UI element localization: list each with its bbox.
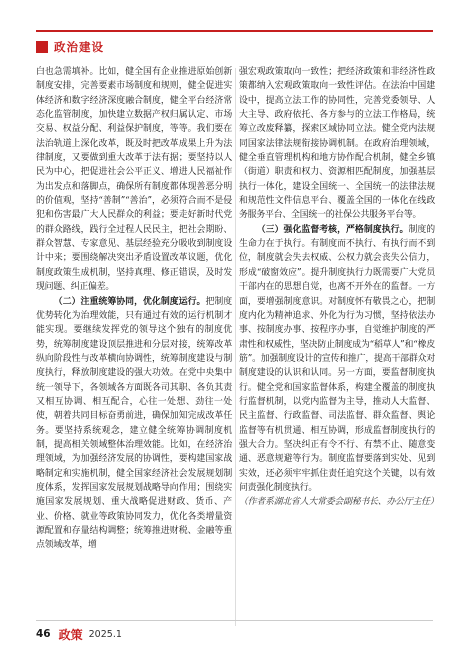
- subsection-heading-3: （三）强化监督考核，严格制度执行。: [256, 224, 409, 235]
- footer-rule: [36, 620, 433, 621]
- right-paragraph-2: [239, 223, 435, 496]
- subsection-body-2: 把制度优势转化为治理效能，只有通过有效的运行机制才能实现。要继续发挥党的领导这个独有的制度优势，统筹制度建设顶层推进和分层对接，统筹改革纵向阶段性与改革横向协调性，统筹制度建设与制度执行，释放制度建设的强大功效。在党中央集中统一领导下，各领域各方面既各司其职、各负其责又相互协调、相互配合，心往一处想、劲往一处使，朝着共同目标奋勇前进，确保加知完成改革任务。要坚持系统观念，建立健全统筹协调制度机制，提高相关领域整体治理效能。比如，在经济治理领域，为加强经济发展的协调性，要构建国家战略制定和实施机制，健全国家经济社会发展规划制度体系，发挥国家发展规划战略导向作用；围绕实施国家发展规划、重大战略促进财政、货币、产业、价格、就业等政策协同发力，优化各类增量资源配置和存量结构调整；统筹推进财税、金融等重点领域改革，增: [36, 296, 232, 551]
- page-footer: [36, 623, 433, 645]
- section-title: 政治建设: [54, 40, 104, 54]
- left-paragraph-2: [36, 295, 232, 553]
- left-paragraph-1: 白也急需填补。比如，健全国有企业推进原始创新制度安排，完善要素市场制度和规则，健全促进实体经济和数字经济深度融合制度，健全平台经济常态化监管制度，加快建立数据产权归属认定、市场交易、权益分配、利益保护制度，等等。我们要在法治轨道上深化改革，既及时把改革成果上升为法律制度，又要做到重大改革于法有据；要坚持以人民为中心，把促进社会公平正义、增进人民福祉作为出发点和落脚点，确保所有制度都体现善恶分明的价值观，坚持“善制”“善治”，必须符合而不是侵犯和伤害最广大人民群众的利益；要走好新时代党的群众路线，践行全过程人民民主，把社会期盼、群众智慧、专家意见、基层经验充分吸收到制度设计中来；要围绕解决突出矛盾设置改革议题，优化制度政策生成机制，坚持真理、修正错误，及时发现问题、纠正偏差。: [36, 67, 232, 293]
- section-marker-icon: [36, 41, 48, 53]
- subsection-heading-2: （二）注重统筹协同，优化制度运行。: [53, 296, 206, 307]
- author-note: （作者系湖北省人大常委会副秘书长、办公厅主任）: [239, 497, 439, 508]
- right-column: [239, 65, 439, 510]
- page-number: 46: [36, 628, 51, 640]
- column-divider: [235, 68, 236, 626]
- magazine-logo: 政策: [58, 627, 83, 642]
- header-rule: [36, 30, 433, 32]
- section-header: [36, 38, 104, 56]
- subsection-body-3: 制度的生命力在于执行。有制度而不执行、有执行而不到位，制度就会失去权威、公权力就会丧失公信力，形成“破窗效应”。提升制度执行力既需要广大党员干部内在的思想自觉，也离不开外在的监督。一方面，要增强制度意识。对制度怀有敬畏之心，把制度内化为精神追求、外化为行为习惯，坚持依法办事、按制度办事、按程序办事，自觉维护制度的严肃性和权威性，坚决防止制度成为“稻草人”和“橡皮筋”。加强制度设计的宣传和推广，提高干部群众对制度建设的认识和认同。另一方面，要监督制度执行。健全党和国家监督体系，构建全覆盖的制度执行监督机制，以党内监督为主导，推动人大监督、民主监督、行政监督、司法监督、群众监督、舆论监督等有机贯通、相互协调，形成监督制度执行的强大合力。坚决纠正有令不行、有禁不止、随意变通、恶意规避等行为。制度监督要落到实处、见到实效，还必须牢牢抓住责任追究这个关键，以有效问责强化制度执行。: [239, 224, 435, 493]
- left-column: [36, 65, 232, 553]
- issue-number: 2025.1: [88, 628, 122, 640]
- right-paragraph-1: 强宏观政策取向一致性；把经济政策和非经济性政策都纳入宏观政策取向一致性评估。在法治中国建设中，提高立法工作的协同性，完善党委领导、人大主导、政府依托、各方参与的立法工作格局，统筹立改废释纂，探索区域协同立法。健全党内法规同国家法律法规衔接协调机制。在政府治理领域，健全垂直管理机构和地方协作配合机制，健全乡镇（街道）职责和权力、资源相匹配制度，加强基层执行一体化，建设全国统一、全国统一的法律法规和规范性文件信息平台、覆盖全国的一体化在线政务服务平台、全国统一的社保公共服务平台等。: [239, 67, 435, 221]
